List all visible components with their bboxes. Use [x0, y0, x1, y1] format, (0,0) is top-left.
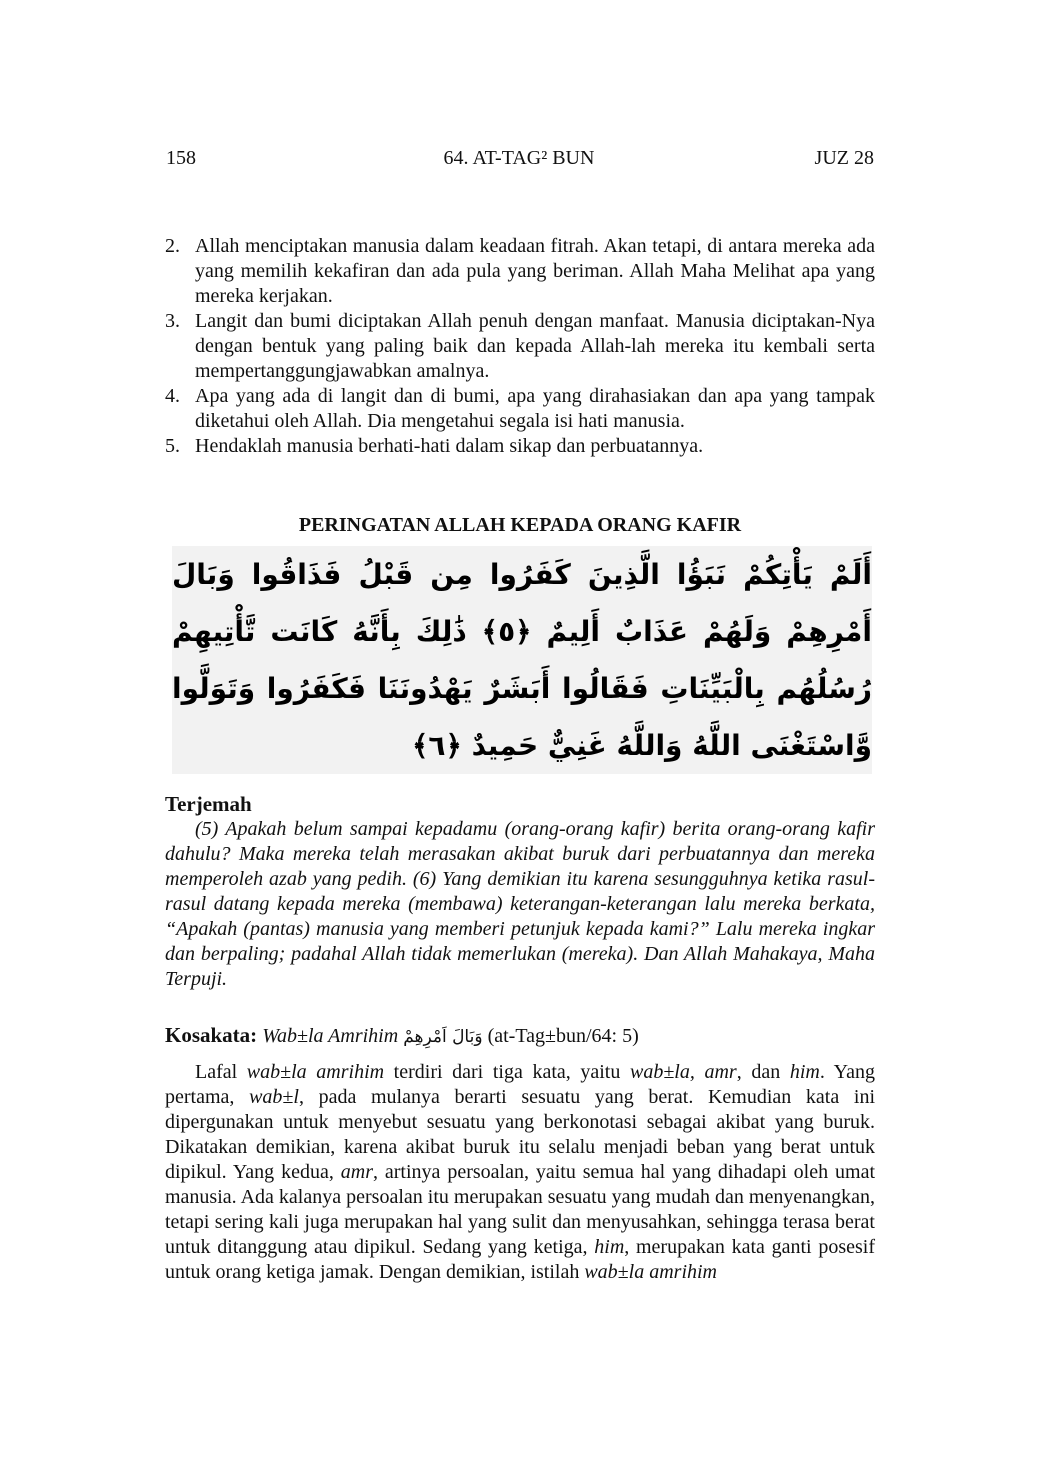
body-text: , pada mulanya berarti sesuatu yang berat. Kemudian kata ini dipergunakan untuk menyebut sesuatu yang berkonotasi sebagai akibat yang buruk. Dikatakan demikian, karena akibat buruk itu selalu menjadi beban yang berat untuk dipikul. Yang kedua,	[165, 1086, 875, 1183]
body-text: , merupakan kata ganti posesif untuk orang ketiga jamak. Dengan demikian, istilah	[165, 1236, 875, 1283]
item-number: 3.	[165, 310, 180, 332]
item-text: Allah menciptakan manusia dalam keadaan fitrah. Akan tetapi, di antara mereka ada yang memilih kekafiran dan ada pula yang beriman. Allah Maha Melihat apa yang mereka kerjakan.	[195, 235, 875, 307]
item-text: Hendaklah manusia berhati-hati dalam sikap dan perbuatannya.	[195, 435, 704, 457]
item-text: Apa yang ada di langit dan di bumi, apa yang dirahasiakan dan apa yang tampak diketahui oleh Allah. Dia mengetahui segala isi hati manusia.	[195, 385, 875, 432]
body-term: amr	[340, 1161, 373, 1183]
item-number: 4.	[165, 385, 180, 407]
body-term: wab±l	[249, 1086, 299, 1108]
arabic-verse: أَلَمْ يَأْتِكُمْ نَبَؤُا الَّذِينَ كَفَرُوا مِن قَبْلُ فَذَاقُوا وَبَالَ أَمْرِهِمْ وَلَهُمْ عَذَابٌ أَلِيمٌ ﴿٥﴾ ذَٰلِكَ بِأَنَّهُ كَانَت تَّأْتِيهِمْ رُسُلُهُم بِالْبَيِّنَاتِ فَقَالُوا أَبَشَرٌ يَهْدُونَنَا فَكَفَرُوا وَتَوَلَّوا وَّاسْتَغْنَى اللَّهُ وَاللَّهُ غَنِيٌّ حَمِيدٌ ﴿٦﴾	[172, 546, 872, 774]
section-title: PERINGATAN ALLAH KEPADA ORANG KAFIR	[298, 514, 742, 536]
vocabulary-label: Kosakata:	[165, 1023, 258, 1047]
page-body	[165, 234, 875, 1285]
body-text: Lafal	[195, 1061, 238, 1083]
body-text: terdiri dari tiga kata, yaitu	[393, 1061, 621, 1083]
list-item	[165, 309, 875, 384]
vocabulary-term: Wab±la Amrihim	[262, 1025, 399, 1047]
body-term: wab±la, amr	[629, 1061, 737, 1083]
body-term: him	[594, 1236, 625, 1258]
list-item	[165, 234, 875, 309]
body-term: wab±la amrihim	[246, 1061, 385, 1083]
page-number: 158	[166, 147, 196, 169]
body-term: him	[789, 1061, 820, 1083]
translation-heading: Terjemah	[165, 792, 252, 816]
item-number: 2.	[165, 235, 180, 257]
vocabulary-arabic: وَبَالَ اَمْرِهِمْ	[403, 1027, 483, 1047]
juz-label: JUZ 28	[814, 147, 874, 169]
list-item	[165, 384, 875, 434]
list-item	[165, 434, 875, 459]
item-text: Langit dan bumi diciptakan Allah penuh dengan manfaat. Manusia diciptakan-Nya dengan bentuk yang paling baik dan kepada Allah-lah mereka itu kembali serta mempertanggungjawabkan amalnya.	[195, 310, 875, 382]
vocabulary-heading	[165, 1020, 875, 1052]
body-term: wab±la amrihim	[584, 1261, 717, 1283]
conclusion-list	[165, 234, 875, 459]
body-text: . Yang pertama,	[165, 1061, 875, 1108]
vocabulary-paragraph	[165, 1060, 875, 1285]
running-title: 64. AT-TAG² BUN	[443, 147, 595, 169]
vocabulary-ref: (at-Tag±bun/64: 5)	[487, 1025, 639, 1047]
item-number: 5.	[165, 435, 180, 457]
translation-text: (5) Apakah belum sampai kepadamu (orang-orang kafir) berita orang-orang kafir dahulu? Maka mereka telah merasakan akibat buruk dari perbuatannya dan mereka memperoleh azab yang pedih. (6) Yang demikian itu karena sesungguhnya ketika rasul-rasul datang kepada mereka (membawa) keterangan-keterangan lalu mereka berkata, “Apakah (pantas) manusia yang memberi petunjuk kepada kami?” Lalu mereka ingkar dan berpaling; padahal Allah tidak memerlukan (mereka). Dan Allah Mahakaya, Maha Terpuji.	[165, 818, 875, 990]
body-text: , dan	[736, 1061, 781, 1083]
body-text: , artinya persoalan, yaitu semua hal yang dihadapi oleh umat manusia. Ada kalanya persoalan itu merupakan sesuatu yang mudah dan menyenangkan, tetapi sering kali juga merupakan hal yang sulit dan menyusahkan, sehingga terasa berat untuk ditanggung atau dipikul. Sedang yang ketiga,	[165, 1161, 876, 1258]
